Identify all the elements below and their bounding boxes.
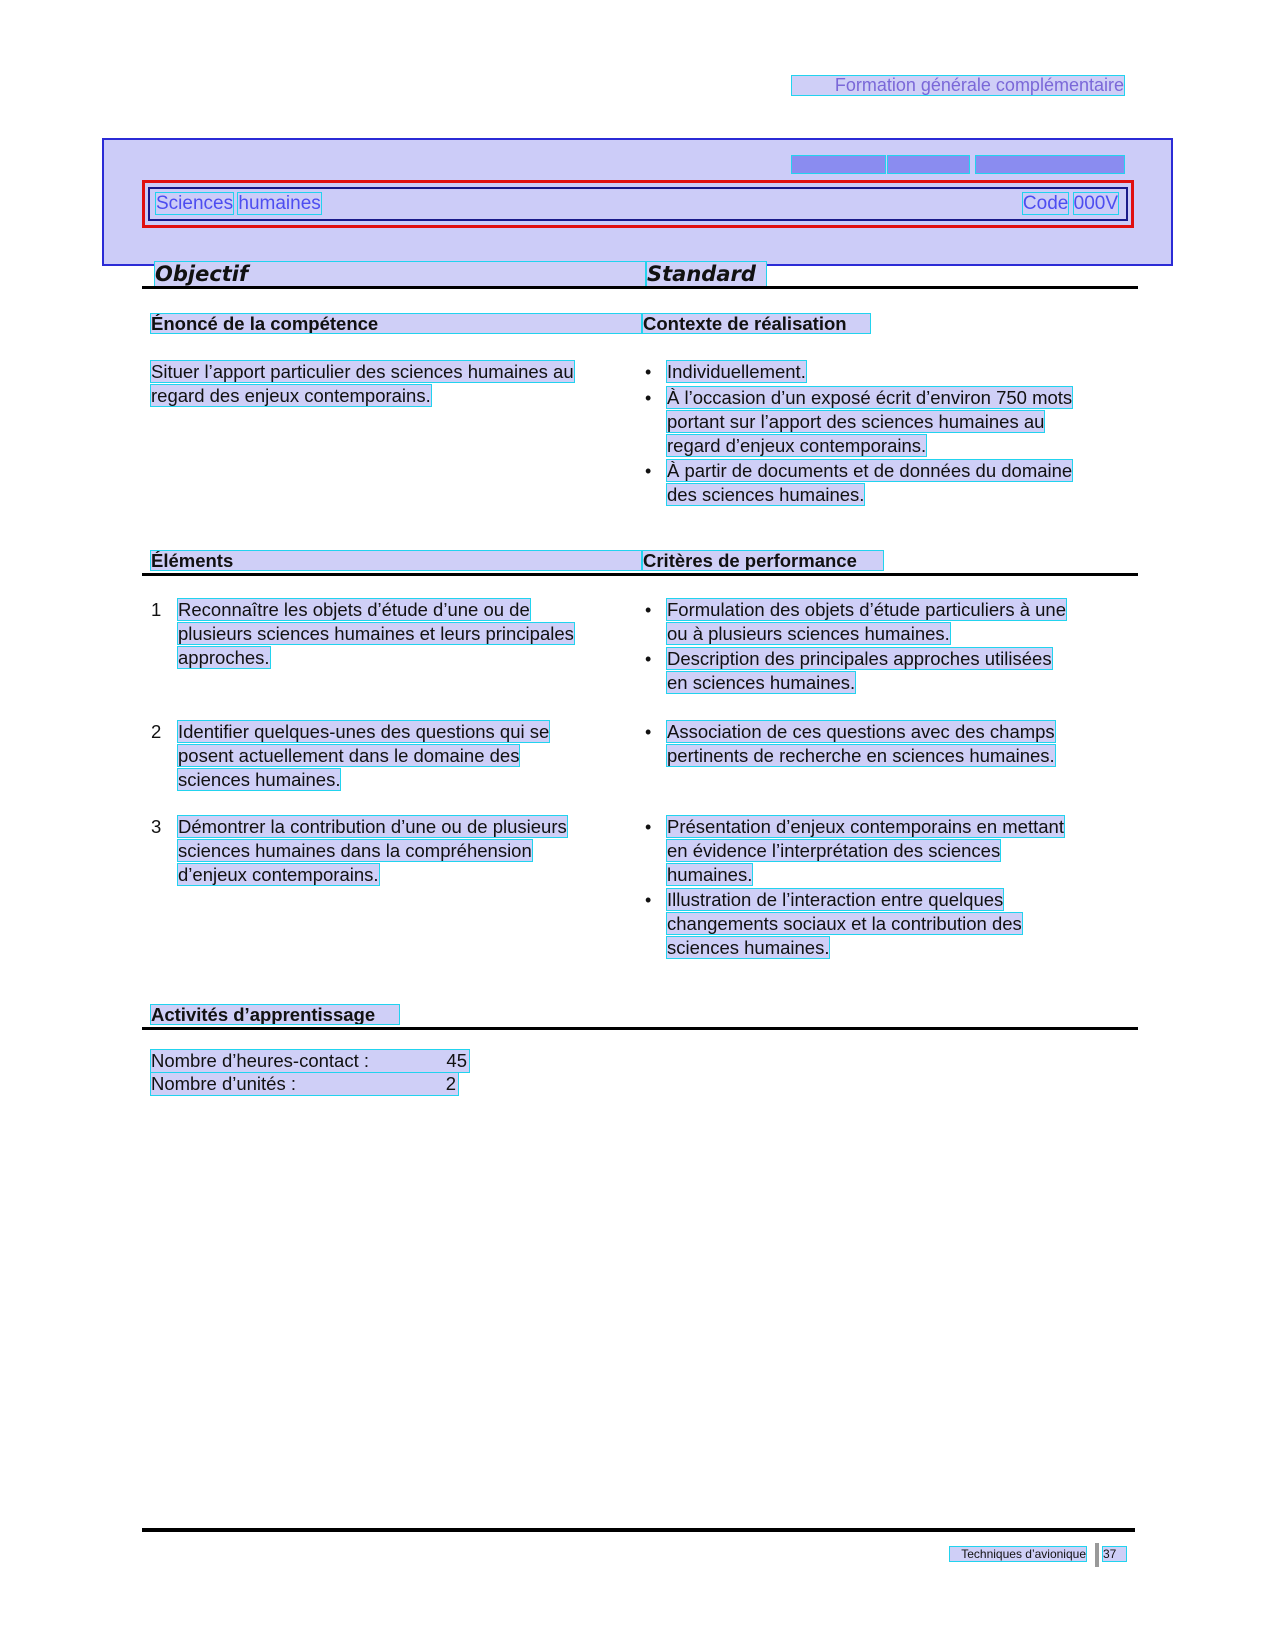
criteria-line: Association de ces questions avec des champs (667, 721, 1055, 742)
program-header: Formation générale complémentaire (792, 76, 1124, 95)
element-number: 2 (151, 721, 162, 742)
context-line: portant sur l’apport des sciences humaines au (667, 411, 1045, 432)
competence-line: regard des enjeux contemporains. (151, 385, 431, 406)
criteria-item (667, 598, 1066, 646)
course-code-label: Code (1022, 193, 1069, 214)
units-value: 2 (445, 1073, 456, 1094)
element-item (178, 720, 549, 792)
context-line: À l’occasion d’un exposé écrit d’environ 750 mots (667, 387, 1073, 408)
criteria-item (667, 720, 1055, 768)
bullet-icon: • (645, 722, 652, 742)
criteria-line: ou à plusieurs sciences humaines. (667, 623, 950, 644)
bullet-icon: • (645, 388, 652, 408)
element-line: posent actuellement dans le domaine des (178, 745, 520, 766)
element-line: Reconnaître les objets d’étude d’une ou de (178, 599, 530, 620)
banner-tab-3 (976, 156, 1124, 173)
units-row (151, 1073, 458, 1095)
criteria-line: Formulation des objets d’étude particuliers à une (667, 599, 1067, 620)
criteria-line: changements sociaux et la contribution des (667, 913, 1022, 934)
context-line: Individuellement. (667, 361, 806, 382)
element-item (178, 598, 574, 670)
column-heading-standard: Standard (647, 262, 766, 286)
criteria-line: en évidence l’interprétation des sciences (667, 840, 1001, 861)
bullet-icon: • (645, 362, 652, 382)
bullet-icon: • (645, 890, 652, 910)
context-item (667, 360, 806, 384)
context-line: À partir de documents et de données du domaine (667, 460, 1073, 481)
bullet-icon: • (645, 817, 652, 837)
criteria-line: sciences humaines. (667, 937, 830, 958)
competence-heading: Énoncé de la compétence (151, 314, 641, 333)
criteria-item (667, 647, 1052, 695)
column-heading-objectif: Objectif (155, 262, 645, 286)
element-item (178, 815, 567, 887)
context-item (667, 459, 1072, 507)
criteria-item (667, 888, 1022, 960)
hours-row (151, 1050, 469, 1072)
criteria-heading: Critères de performance (643, 551, 883, 570)
criteria-line: humaines. (667, 864, 753, 885)
footer-program: Techniques d’avionique (950, 1547, 1086, 1561)
banner-tab-1 (792, 156, 885, 173)
element-line: sciences humaines. (178, 769, 341, 790)
elements-heading: Éléments (151, 551, 641, 570)
bullet-icon: • (645, 461, 652, 481)
course-title-bar (142, 180, 1134, 228)
criteria-line: pertinents de recherche en sciences humaines. (667, 745, 1055, 766)
hours-value: 45 (446, 1050, 467, 1071)
course-title-word-2: humaines (238, 193, 321, 214)
element-line: approches. (178, 647, 270, 668)
criteria-item (667, 815, 1064, 887)
element-line: Identifier quelques-unes des questions qui se (178, 721, 550, 742)
footer-separator (1095, 1543, 1099, 1567)
competence-statement (151, 360, 574, 408)
banner-tab-2 (888, 156, 969, 173)
criteria-line: Présentation d’enjeux contemporains en mettant (667, 816, 1064, 837)
course-title (156, 189, 321, 219)
units-label: Nombre d’unités : (151, 1073, 296, 1094)
course-title-word-1: Sciences (156, 193, 234, 214)
course-code-value: 000V (1073, 193, 1118, 214)
course-code (1023, 189, 1118, 219)
element-number: 3 (151, 816, 162, 837)
divider-rule (142, 573, 1138, 576)
bullet-icon: • (645, 600, 652, 620)
criteria-line: Illustration de l’interaction entre quelques (667, 889, 1004, 910)
element-line: plusieurs sciences humaines et leurs principales (178, 623, 574, 644)
element-line: d’enjeux contemporains. (178, 864, 379, 885)
context-item (667, 386, 1072, 458)
hours-label: Nombre d’heures-contact : (151, 1050, 369, 1071)
element-line: Démontrer la contribution d’une ou de plusieurs (178, 816, 567, 837)
page-number: 37 (1103, 1547, 1126, 1561)
element-number: 1 (151, 599, 162, 620)
activities-heading: Activités d’apprentissage (151, 1005, 399, 1024)
bullet-icon: • (645, 649, 652, 669)
criteria-line: Description des principales approches utilisées (667, 648, 1052, 669)
criteria-line: en sciences humaines. (667, 672, 856, 693)
course-banner (102, 138, 1173, 266)
context-line: regard d’enjeux contemporains. (667, 435, 927, 456)
competence-line: Situer l’apport particulier des sciences humaines au (151, 361, 574, 382)
footer-rule (142, 1528, 1135, 1532)
context-heading: Contexte de réalisation (643, 314, 870, 333)
divider-rule (142, 286, 1138, 289)
context-line: des sciences humaines. (667, 484, 865, 505)
element-line: sciences humaines dans la compréhension (178, 840, 532, 861)
divider-rule (142, 1027, 1138, 1030)
